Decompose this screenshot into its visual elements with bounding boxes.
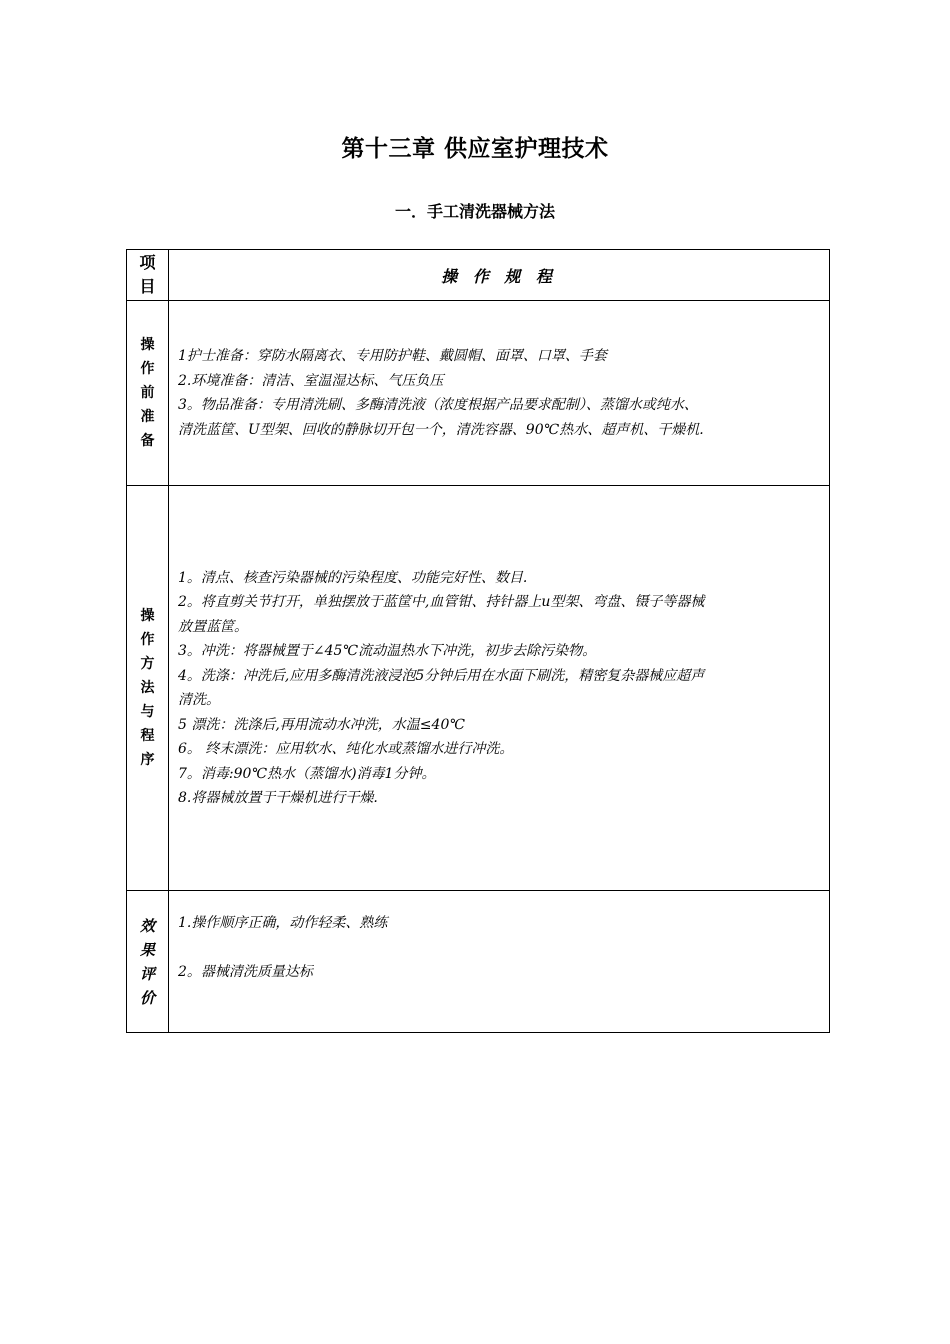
row-content-evaluation bbox=[169, 891, 830, 1033]
row-label-cell bbox=[127, 301, 169, 486]
content-line: 8.将器械放置于干燥机进行干燥. bbox=[178, 790, 378, 806]
content-line: 1。清点、核查污染器械的污染程度、功能完好性、数目. bbox=[178, 569, 528, 586]
page-title: 第十三章 供应室护理技术 bbox=[341, 136, 609, 162]
content-line: 4。洗涤：冲洗后,应用多酶清洗液浸泡5分钟后用在水面下刷洗，精密复杂器械应超声 bbox=[178, 667, 705, 684]
content-line: 6。 终末漂洗：应用软水、纯化水或蒸馏水进行冲洗。 bbox=[178, 741, 514, 757]
header-label: 项目 bbox=[139, 253, 156, 296]
section-title: 一．手工清洗器械方法 bbox=[394, 202, 555, 221]
header-label-cell bbox=[127, 250, 169, 301]
row-label-preparation: 操作前准备 bbox=[140, 337, 155, 449]
row-label-procedure: 操作方法与程序 bbox=[140, 608, 155, 768]
row-label-evaluation: 效果评价 bbox=[139, 916, 155, 1007]
content-line: 1护士准备：穿防水隔离衣、专用防护鞋、戴圆帽、面罩、口罩、手套 bbox=[178, 348, 607, 364]
content-line: 1.操作顺序正确，动作轻柔、熟练 bbox=[178, 915, 388, 931]
content-line: 清洗。 bbox=[178, 692, 220, 708]
row-label-cell bbox=[127, 891, 169, 1033]
content-line: 2.环境准备：清洁、室温湿达标、气压负压 bbox=[178, 372, 444, 389]
row-label-cell bbox=[127, 486, 169, 891]
content-line: 2。器械清洗质量达标 bbox=[178, 963, 313, 980]
line-gap bbox=[178, 936, 823, 960]
header-content-cell bbox=[169, 250, 830, 301]
content-line: 5 漂洗：洗涤后,再用流动水冲洗，水温≤40℃ bbox=[178, 716, 466, 733]
table-row-procedure bbox=[127, 486, 830, 891]
content-line: 7。消毒:90℃热水（蒸馏水)消毒1分钟。 bbox=[178, 765, 436, 782]
header-content: 操 作 规 程 bbox=[441, 266, 557, 286]
procedure-table bbox=[126, 249, 830, 1033]
content-line: 放置蓝筐。 bbox=[178, 618, 248, 635]
table-row-preparation bbox=[127, 301, 830, 486]
row-content-preparation bbox=[169, 301, 830, 486]
content-line: 3。物品准备：专用清洗刷、多酶清洗液（浓度根据产品要求配制）、蒸馏水或纯水、 bbox=[178, 397, 698, 413]
content-line: 3。冲洗：将器械置于∠45℃流动温热水下冲洗，初步去除污染物。 bbox=[178, 643, 597, 659]
content-line: 清洗蓝筐、U型架、回收的静脉切开包一个，清洗容器、90℃热水、超声机、干燥机. bbox=[178, 421, 704, 438]
table-row-evaluation bbox=[127, 891, 830, 1033]
content-line: 2。将直剪关节打开，单独摆放于蓝筐中,血管钳、持针器上u型架、弯盘、镊子等器械 bbox=[178, 594, 705, 610]
row-content-procedure bbox=[169, 486, 830, 891]
table-header-row bbox=[127, 250, 830, 301]
